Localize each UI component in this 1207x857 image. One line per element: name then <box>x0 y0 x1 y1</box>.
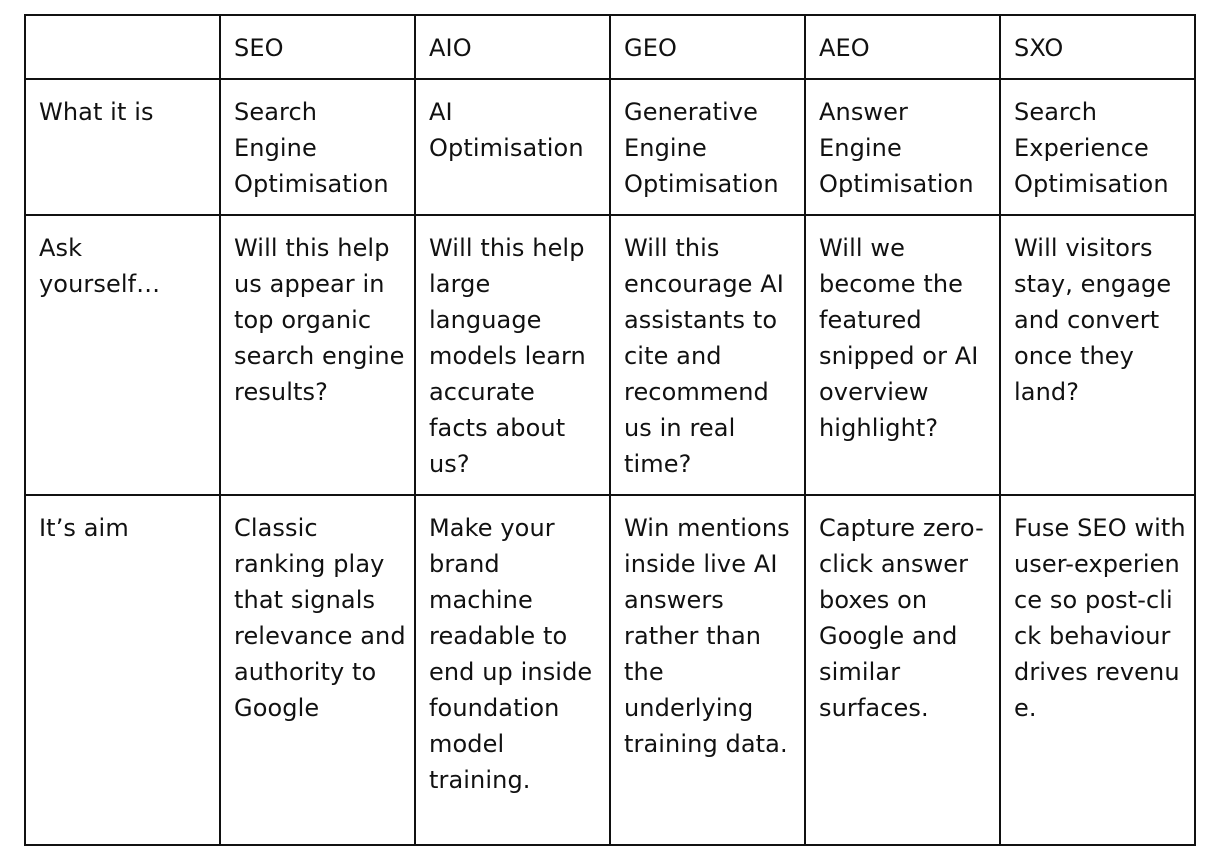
header-cell-aeo: AEO <box>805 15 1000 79</box>
cell-what-sxo: Search Experience Optimisation <box>1000 79 1195 215</box>
table-row-its-aim <box>25 495 1195 845</box>
cell-what-geo: Generative Engine Optimisation <box>610 79 805 215</box>
cell-aim-seo: Classic ranking play that signals relevance and authority to Google <box>220 495 415 845</box>
table-row-what-it-is <box>25 79 1195 215</box>
cell-aim-aio: Make your brand machine readable to end up inside foundation model training. <box>415 495 610 845</box>
row-label-its-aim: It’s aim <box>25 495 220 845</box>
cell-what-aeo: Answer Engine Optimisation <box>805 79 1000 215</box>
cell-aim-geo: Win mentions inside live AI answers rather than the underlying training data. <box>610 495 805 845</box>
comparison-table <box>24 14 1196 846</box>
header-cell-sxo: SXO <box>1000 15 1195 79</box>
row-label-ask-yourself: Ask yourself… <box>25 215 220 495</box>
header-cell-seo: SEO <box>220 15 415 79</box>
header-cell-geo: GEO <box>610 15 805 79</box>
cell-aim-aeo: Capture zero-click answer boxes on Google and similar surfaces. <box>805 495 1000 845</box>
cell-aim-sxo: Fuse SEO with user-experience so post-click behaviour drives revenue. <box>1000 495 1195 845</box>
cell-ask-geo: Will this encourage AI assistants to cite and recommend us in real time? <box>610 215 805 495</box>
cell-what-seo: Search Engine Optimisation <box>220 79 415 215</box>
cell-ask-aio: Will this help large language models learn accurate facts about us? <box>415 215 610 495</box>
cell-ask-sxo: Will visitors stay, engage and convert once they land? <box>1000 215 1195 495</box>
row-label-what-it-is: What it is <box>25 79 220 215</box>
header-row <box>25 15 1195 79</box>
table-row-ask-yourself <box>25 215 1195 495</box>
cell-what-aio: AI Optimisation <box>415 79 610 215</box>
cell-ask-seo: Will this help us appear in top organic search engine results? <box>220 215 415 495</box>
cell-ask-aeo: Will we become the featured snipped or AI overview highlight? <box>805 215 1000 495</box>
header-cell-empty <box>25 15 220 79</box>
header-cell-aio: AIO <box>415 15 610 79</box>
